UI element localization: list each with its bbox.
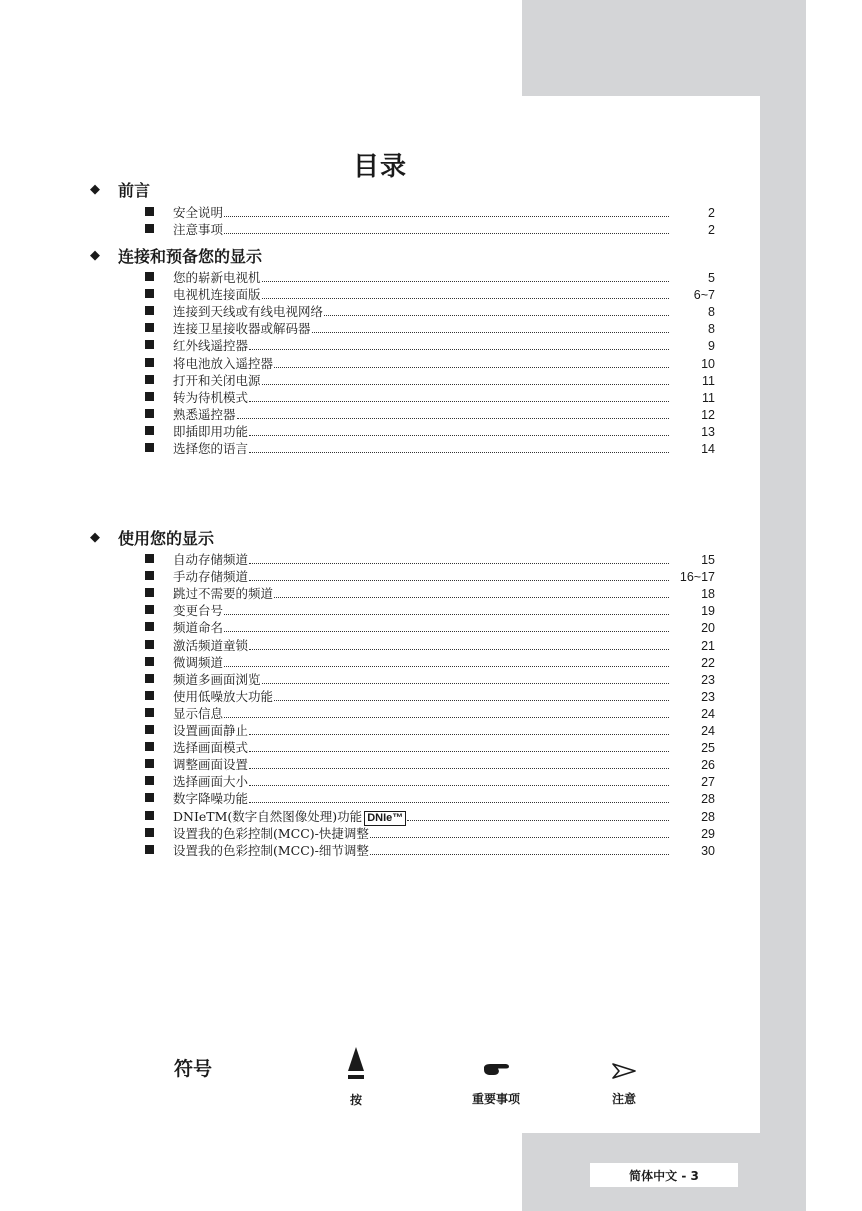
toc-entry-label: 红外线遥控器 [173,338,249,354]
toc-entry-label: 安全说明 [173,205,224,220]
square-bullet-icon [145,657,154,666]
toc-page-number: 10 [701,356,715,371]
square-bullet-icon [145,224,154,233]
toc-page-number: 21 [701,638,715,653]
toc-entry[interactable] [145,687,715,704]
dot-leader [249,649,669,650]
toc-entry-label: 手动存储频道 [173,569,249,585]
toc-entry[interactable] [145,841,715,858]
toc-page-number: 6~7 [693,288,715,303]
legend-item-important [456,1060,536,1107]
toc-entry[interactable] [145,388,715,405]
toc-page-number: 28 [701,792,715,807]
toc-entry[interactable] [145,567,715,584]
toc-entry-label: 调整画面设置 [173,757,249,773]
toc-entry-label: 频道多画面浏览 [173,671,261,687]
toc-page-number: 15 [701,553,715,567]
toc-entry-label: 即插即用功能 [173,423,249,439]
square-bullet-icon [145,605,154,614]
section-heading [90,244,262,266]
dot-leader [274,597,669,598]
toc-entry-label: 激活频道童锁 [173,637,249,653]
toc-entry-label: 频道命名 [173,620,224,636]
toc-entry[interactable] [145,670,715,687]
square-bullet-icon [145,742,154,751]
toc-entry-label: 变更台号 [173,603,224,619]
toc-page-number: 25 [701,741,715,756]
arrowhead-icon [611,1062,637,1080]
legend-item-press [336,1045,376,1108]
pointing-hand-icon [482,1060,510,1080]
dot-leader [224,233,669,234]
dot-leader [249,401,669,402]
section-title: 前言 [118,180,151,200]
toc-entry-label: 选择画面大小 [173,774,249,790]
diamond-bullet-icon: ◆ [90,247,100,263]
toc-page-number: 2 [708,206,715,220]
square-bullet-icon [145,759,154,768]
diamond-bullet-icon: ◆ [90,529,100,545]
square-bullet-icon [145,588,154,597]
toc-entry-label: 将电池放入遥控器 [173,355,274,371]
toc-page-number: 23 [701,689,715,704]
toc-entry-label: 跳过不需要的频道 [173,586,274,602]
dot-leader [274,700,669,701]
square-bullet-icon [145,358,154,367]
square-bullet-icon [145,375,154,384]
dot-leader [224,614,669,615]
dot-leader [249,734,669,735]
toc-entry-label: 转为待机模式 [173,389,249,405]
square-bullet-icon [145,323,154,332]
toc-entry[interactable] [145,601,715,618]
section-title: 使用您的显示 [118,528,215,548]
toc-entry[interactable] [145,319,715,336]
toc-entry[interactable] [145,704,715,721]
dot-leader [274,367,669,368]
toc-entry[interactable] [145,738,715,755]
toc-entry-label: 设置我的色彩控制(MCC)-细节调整 [173,842,369,858]
toc-entry[interactable] [145,439,715,456]
toc-entry-label: 选择您的语言 [173,441,249,456]
dot-leader [312,332,669,333]
toc-entry[interactable] [145,422,715,439]
toc-entry-label: 设置画面静止 [173,723,249,738]
square-bullet-icon [145,340,154,349]
toc-entry-label: 连接到天线或有线电视网络 [173,304,324,320]
dot-leader [324,315,669,316]
toc-page-number: 13 [701,424,715,439]
section-title: 连接和预备您的显示 [118,246,263,266]
toc-entry[interactable] [145,807,715,824]
dot-leader [237,418,669,419]
page-title: 目录 [352,152,407,182]
toc-entry[interactable] [145,824,715,841]
dot-leader [224,666,669,667]
toc-page-number: 26 [701,758,715,773]
dot-leader [224,216,669,217]
square-bullet-icon [145,622,154,631]
toc-entry[interactable] [145,618,715,635]
toc-page-number: 11 [702,390,715,405]
toc-entry[interactable] [145,772,715,789]
toc-entry[interactable] [145,653,715,670]
toc-page-number: 30 [701,843,715,858]
toc-page-number: 24 [701,724,715,738]
square-bullet-icon [145,272,154,281]
square-bullet-icon [145,811,154,820]
toc-entry-label: 注意事项 [173,222,224,238]
square-bullet-icon [145,725,154,734]
dot-leader [224,631,669,632]
square-bullet-icon [145,306,154,315]
toc-page-number: 18 [701,587,715,602]
toc-entry-label: 电视机连接面版 [173,287,261,303]
toc-entry-label: DNIeTM(数字自然图像处理)功能 [173,808,363,824]
dot-leader [249,580,669,581]
legend-title: 符号 [174,1058,213,1080]
toc-entry[interactable] [145,285,715,302]
toc-page-number: 8 [708,305,715,320]
toc-entry-label: 熟悉遥控器 [173,406,236,422]
dot-leader [249,435,669,436]
square-bullet-icon [145,776,154,785]
dot-leader [249,768,669,769]
toc-page-number: 16~17 [679,570,715,585]
toc-entry[interactable] [145,550,715,567]
toc-entry[interactable] [145,755,715,772]
toc-page-number: 20 [701,621,715,636]
square-bullet-icon [145,409,154,418]
toc-page-number: 29 [701,826,715,841]
square-bullet-icon [145,554,154,563]
square-bullet-icon [145,708,154,717]
toc-entry-label: 数字降噪功能 [173,791,249,807]
toc-page-number: 24 [701,706,715,721]
dot-leader [262,298,669,299]
legend-item-note [604,1062,644,1107]
square-bullet-icon [145,845,154,854]
toc-page-number: 19 [701,604,715,619]
toc-entry-label: 您的崭新电视机 [173,270,261,285]
section-heading [90,526,214,548]
dot-leader [262,384,669,385]
toc-entry[interactable] [145,584,715,601]
toc-page-number: 11 [702,373,715,388]
dot-leader [407,820,669,821]
toc-entry[interactable] [145,721,715,738]
dot-leader [249,785,669,786]
toc-page-number: 28 [701,809,715,824]
dot-leader [249,563,669,564]
dot-leader [370,837,669,838]
toc-entry[interactable] [145,220,715,237]
toc-entry-label: 微调频道 [173,654,224,670]
diamond-bullet-icon: ◆ [90,181,100,197]
dot-leader [370,854,669,855]
toc-entry-label: 自动存储频道 [173,552,249,567]
square-bullet-icon [145,443,154,452]
toc-entry[interactable] [145,789,715,806]
toc-page-number: 12 [701,407,715,422]
toc-page-number: 23 [701,672,715,687]
toc-entry[interactable] [145,354,715,371]
legend-label-press: 按 [349,1093,362,1107]
toc-entry[interactable] [145,336,715,353]
square-bullet-icon [145,793,154,802]
square-bullet-icon [145,674,154,683]
toc-page-number: 9 [708,339,715,354]
section-heading [90,178,150,200]
square-bullet-icon [145,392,154,401]
dot-leader [249,802,669,803]
dot-leader [224,717,669,718]
square-bullet-icon [145,207,154,216]
toc-entry-label: 设置我的色彩控制(MCC)-快捷调整 [173,825,369,841]
press-triangle-icon [346,1045,366,1081]
square-bullet-icon [145,640,154,649]
toc-entry[interactable] [145,371,715,388]
toc-page-number: 8 [708,322,715,337]
toc-entry-label: 显示信息 [173,705,224,721]
legend-label-note: 注意 [611,1092,636,1106]
toc-entry-label: 连接卫星接收器或解码器 [173,321,311,337]
toc-entry[interactable] [145,302,715,319]
dot-leader [249,349,669,350]
toc-entry-label: 使用低噪放大功能 [173,688,274,704]
page-number-label: 简体中文 - 3 [590,1163,738,1187]
toc-entry[interactable] [145,203,715,220]
square-bullet-icon [145,828,154,837]
legend-label-important: 重要事项 [471,1092,520,1106]
toc-page-number: 2 [708,223,715,238]
toc-page-number: 22 [701,655,715,670]
dot-leader [249,452,669,453]
square-bullet-icon [145,289,154,298]
toc-page-number: 5 [708,271,715,285]
toc-entry-label: 打开和关闭电源 [173,372,261,388]
dot-leader [262,281,669,282]
dot-leader [249,751,669,752]
right-gray-band [760,0,806,1211]
square-bullet-icon [145,691,154,700]
toc-page-number: 14 [701,442,715,456]
dot-leader [262,683,669,684]
toc-entry-label: 选择画面模式 [173,740,249,756]
toc-entry[interactable] [145,405,715,422]
toc-entry[interactable] [145,636,715,653]
dnie-logo-badge: DNIe™ [364,811,406,826]
square-bullet-icon [145,571,154,580]
square-bullet-icon [145,426,154,435]
toc-entry[interactable] [145,268,715,285]
toc-page-number: 27 [701,775,715,790]
